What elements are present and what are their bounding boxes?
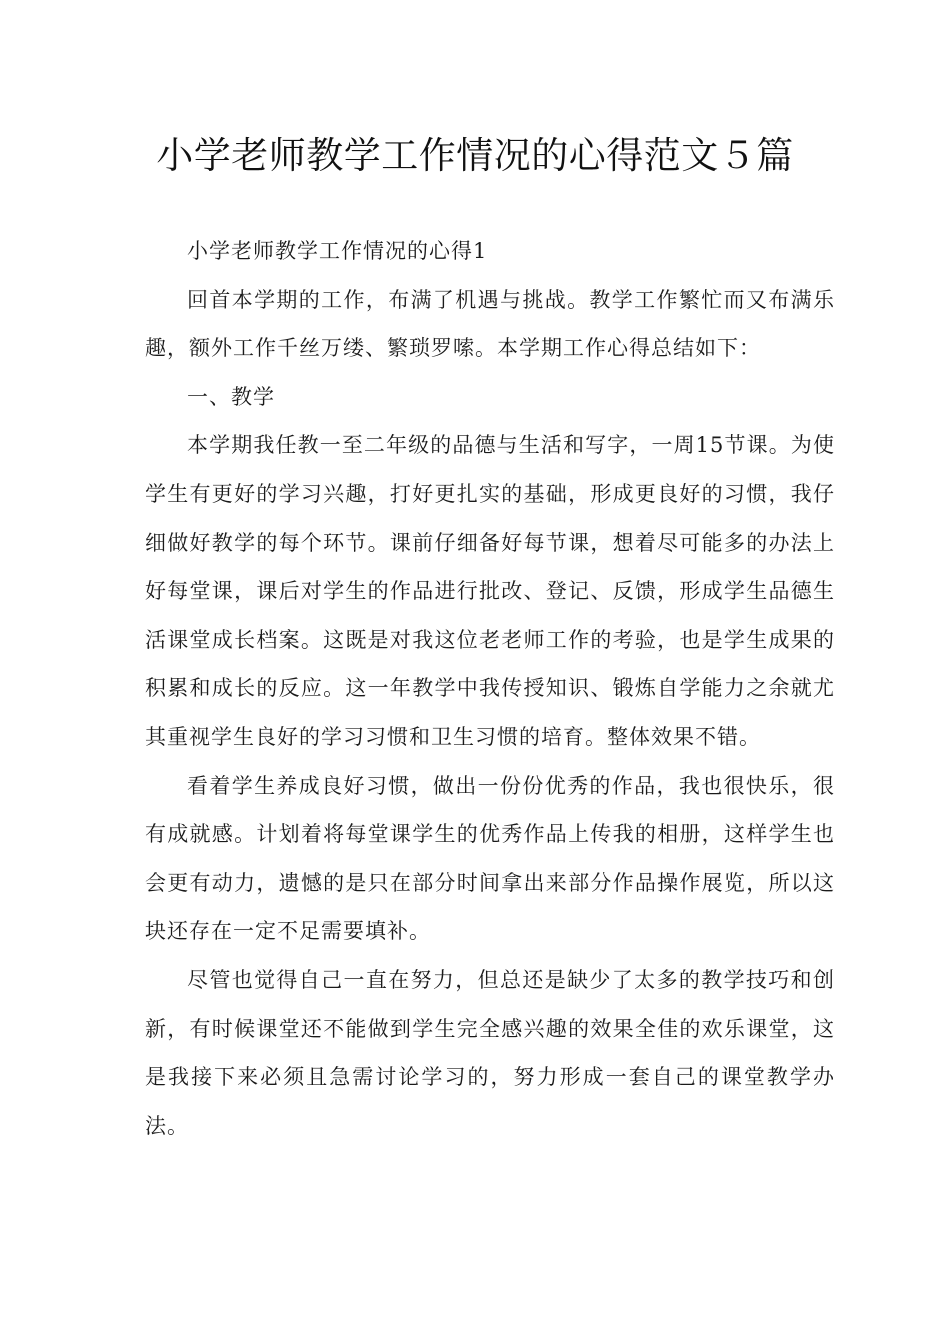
document-body: [145, 227, 835, 1150]
section-heading: 小学老师教学工作情况的心得1: [187, 239, 488, 263]
paragraph: 本学期我任教一至二年级的品德与生活和写字，一周15节课。为使学生有更好的学习兴趣，打好更扎实的基础，形成更良好的习惯，我仔细做好教学的每个环节。课前仔细备好每节课，想着尽可能多的办法上好每堂课，课后对学生的作品进行批改、登记、反馈，形成学生品德生活课堂成长档案。这既是对我这位老老师工作的考验，也是学生成果的积累和成长的反应。这一年教学中我传授知识、锻炼自学能力之余就尤其重视学生良好的学习习惯和卫生习惯的培育。整体效果不错。: [145, 433, 835, 749]
document-title: 小学老师教学工作情况的心得范文５篇: [156, 134, 794, 177]
subsection-heading: 一、教学: [187, 384, 275, 409]
paragraph: 回首本学期的工作，布满了机遇与挑战。教学工作繁忙而又布满乐趣，额外工作千丝万缕、繁琐罗嗦。本学期工作心得总结如下：: [145, 287, 835, 361]
paragraph: 尽管也觉得自己一直在努力，但总还是缺少了太多的教学技巧和创新，有时候课堂还不能做到学生完全感兴趣的效果全佳的欢乐课堂，这是我接下来必须且急需讨论学习的，努力形成一套自己的课堂教学办法。: [145, 967, 835, 1138]
paragraph: 看着学生养成良好习惯，做出一份份优秀的作品，我也很快乐，很有成就感。计划着将每堂课学生的优秀作品上传我的相册，这样学生也会更有动力，遗憾的是只在部分时间拿出来部分作品操作展览，所以这块还存在一定不足需要填补。: [145, 773, 835, 944]
